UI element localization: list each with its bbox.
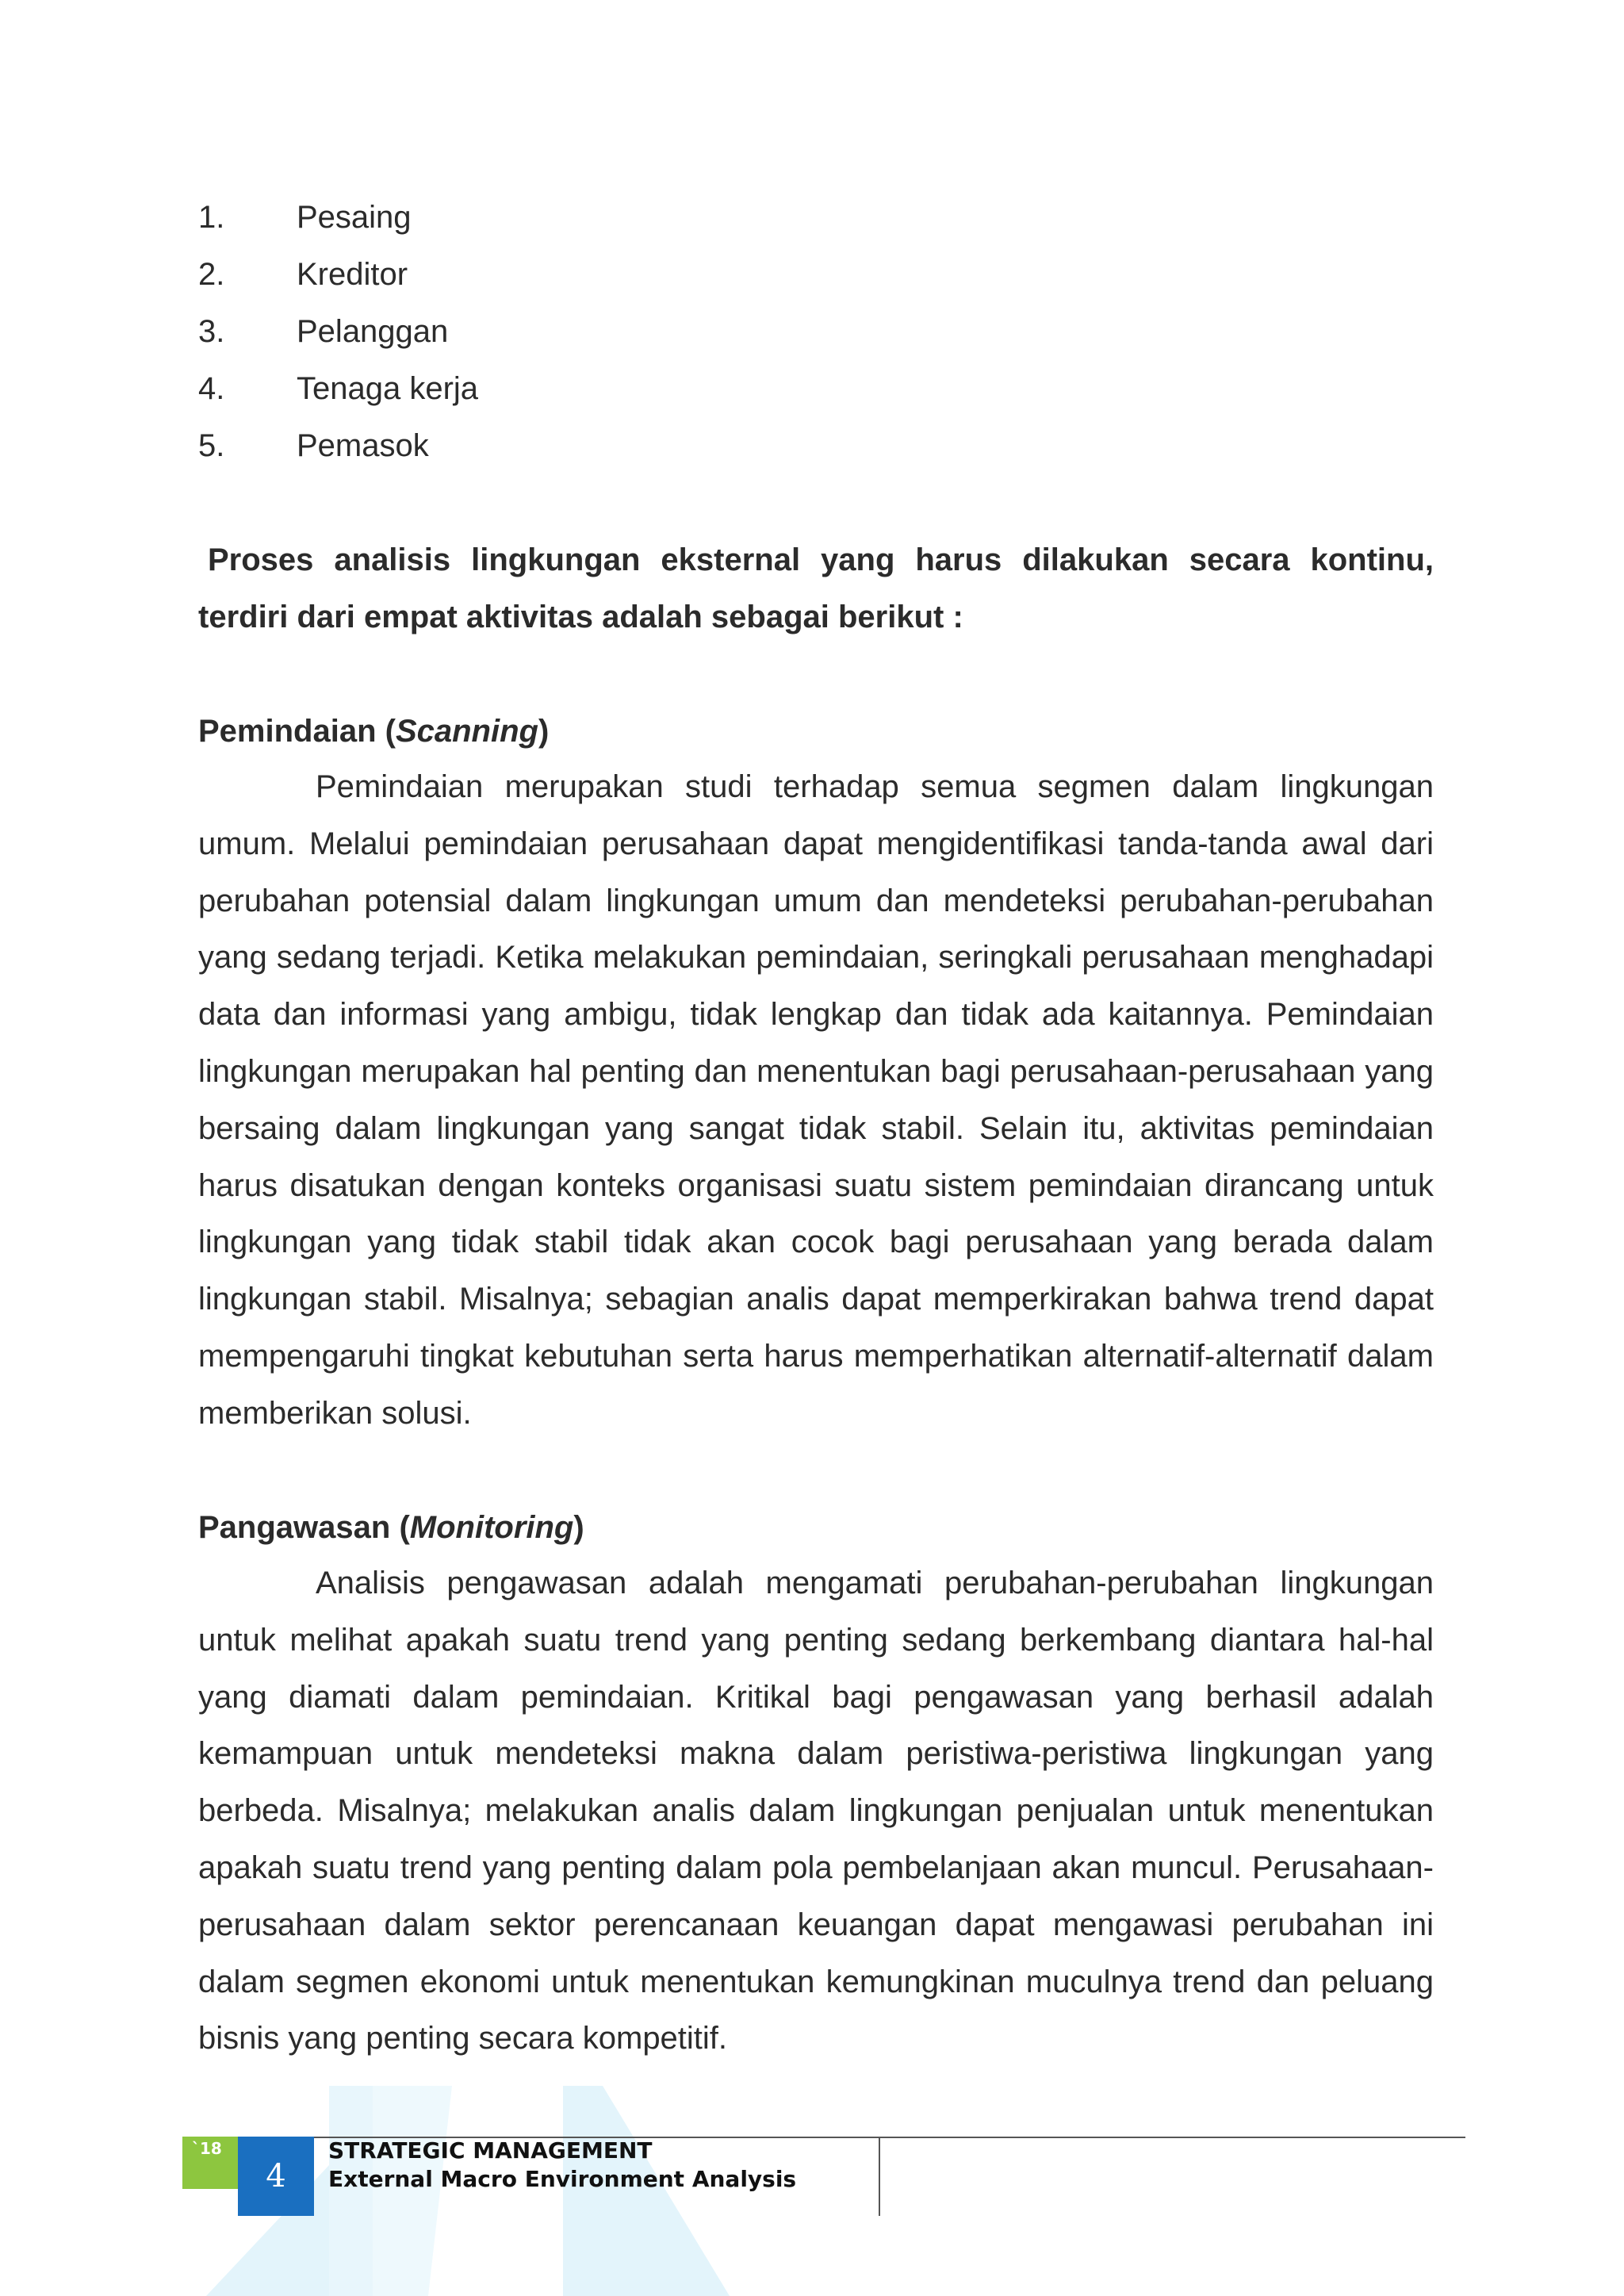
footer-title [328,2137,796,2194]
list-label: Pelanggan [297,314,449,349]
intro-line-1: Proses analisis lingkungan eksternal yang harus dilakukan secara kontinu, [208,542,1434,577]
footer-divider [879,2137,880,2216]
list-number: 3. [198,314,225,349]
year-badge: `18 [182,2137,238,2189]
footer-chapter-title: External Macro Environment Analysis [328,2166,797,2192]
intro-paragraph [198,531,1434,646]
heading-text: Pemindaian ( [198,714,396,749]
heading-text: Pangawasan ( [198,1510,410,1545]
heading-italic-term: Scanning [395,714,538,749]
footer-course-title: STRATEGIC MANAGEMENT [328,2137,653,2164]
heading-italic-term: Monitoring [409,1510,574,1545]
list-number: 2. [198,257,225,292]
list-item [198,195,478,252]
section-body-monitoring: Analisis pengawasan adalah mengamati perubahan-perubahan lingkungan untuk melihat apakah suatu trend yang penting sedang berkembang diantara hal-hal yang diamati dalam pemindaian. Kritikal bagi pengawasan yang berhasil adalah kemampuan untuk mendeteksi makna dalam peristiwa-peristiwa lingkungan yang berbeda. Misalnya; melakukan analis dalam lingkungan penjualan untuk menentukan apakah suatu trend yang penting dalam pola pembelanjaan akan muncul. Perusahaan-perusahaan dalam sektor perencanaan keuangan dapat mengawasi perubahan ini dalam segmen ekonomi untuk menentukan kemungkinan muculnya trend dan peluang bisnis yang penting secara kompetitif. [198,1566,1434,2056]
section-body-scanning: Pemindaian merupakan studi terhadap semua segmen dalam lingkungan umum. Melalui pemindaian perusahaan dapat mengidentifikasi tanda-tanda awal dari perubahan potensial dalam lingkungan umum dan mendeteksi perubahan-perubahan yang sedang terjadi. Ketika melakukan pemindaian, seringkali perusahaan menghadapi data dan informasi yang ambigu, tidak lengkap dan tidak ada kaitannya. Pemindaian lingkungan merupakan hal penting dan menentukan bagi perusahaan-perusahaan yang bersaing dalam lingkungan yang sangat tidak stabil. Selain itu, aktivitas pemindaian harus disatukan dengan konteks organisasi suatu sistem pemindaian dirancang untuk lingkungan yang tidak stabil tidak akan cocok bagi perusahaan yang berada dalam lingkungan stabil. Misalnya; sebagian analis dapat memperkirakan bahwa trend dapat mempengaruhi tingkat kebutuhan serta harus memperhatikan alternatif-alternatif dalam memberikan solusi. [198,769,1434,1431]
heading-suffix: ) [573,1510,584,1545]
list-number: 4. [198,371,225,406]
list-label: Kreditor [297,257,408,292]
heading-suffix: ) [538,714,550,749]
list-item [198,366,478,424]
list-number: 5. [198,428,225,463]
stakeholder-list [198,195,478,481]
section-heading-scanning [198,709,549,753]
list-item [198,252,478,309]
list-label: Pesaing [297,200,412,235]
section-heading-monitoring [198,1505,584,1550]
list-item [198,309,478,366]
list-number: 1. [198,200,225,235]
list-item [198,424,478,481]
intro-line-2: terdiri dari empat aktivitas adalah sebagai berikut : [198,600,963,634]
list-label: Pemasok [297,428,429,463]
page-number: 4 [238,2137,314,2216]
list-label: Tenaga kerja [297,371,479,406]
